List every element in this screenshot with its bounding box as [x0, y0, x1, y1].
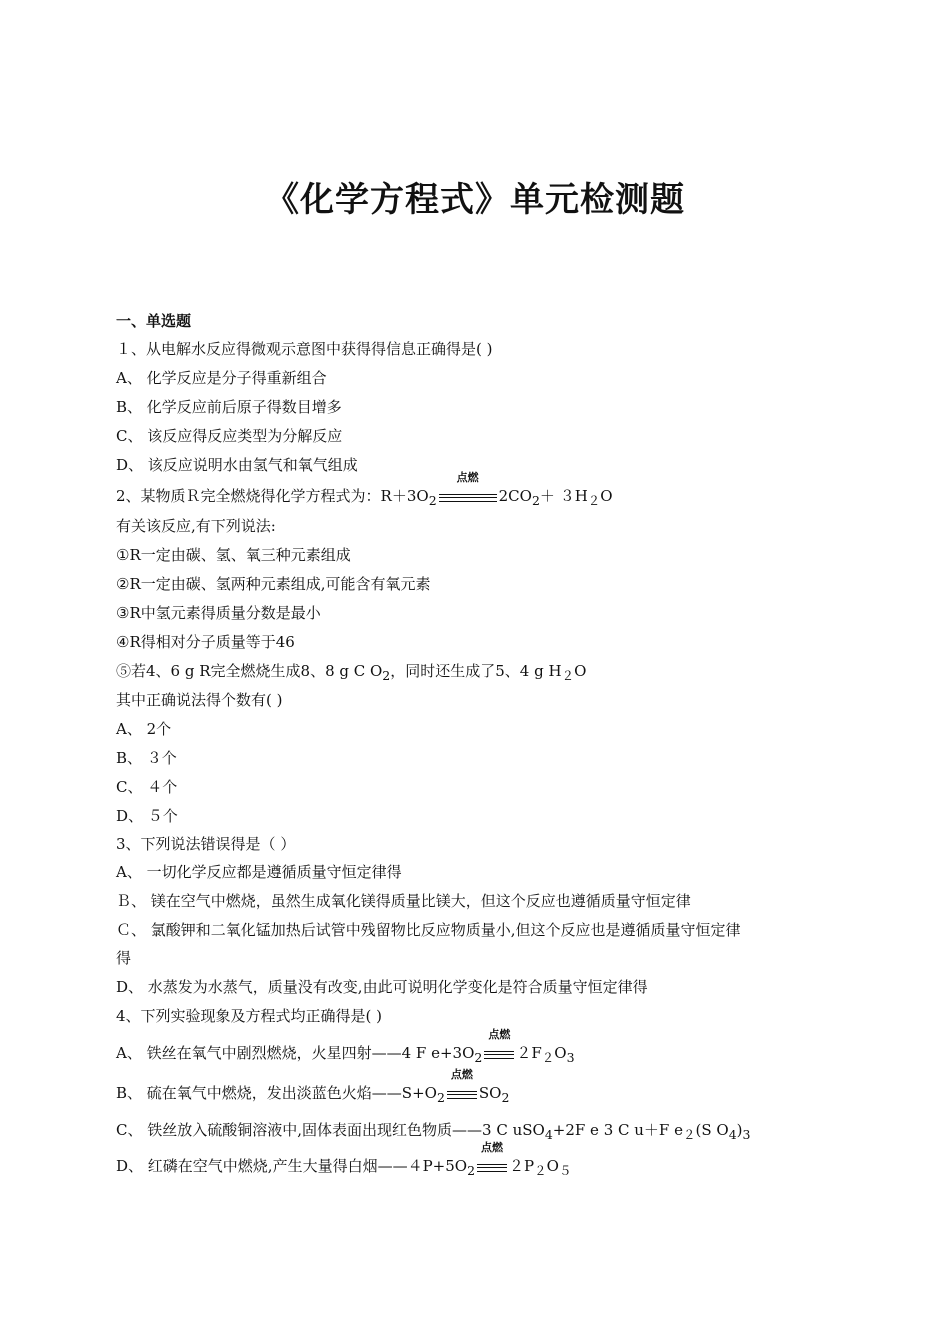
q2-s5-text: ，同时还生成了5、4 g H [390, 662, 562, 680]
q2-stem [116, 471, 613, 512]
q3-stem: 3、下列说法错误得是（ ） [116, 835, 296, 853]
q3-option-c-cont: 得 [116, 949, 132, 967]
q2-statement-3: ③R中氢元素得质量分数是最小 [116, 604, 321, 622]
condition-label: 点燃 [450, 1068, 473, 1081]
q4-a-text: ２F [516, 1044, 542, 1062]
subscript: 3 [742, 1127, 751, 1142]
q4-a-text: O [554, 1044, 567, 1062]
reaction-arrow [484, 1028, 514, 1064]
q2-stem-text: 2CO [498, 487, 532, 505]
subscript: ５ [558, 1163, 572, 1178]
subscript: ２ [561, 668, 575, 683]
q4-option-a [116, 1028, 575, 1069]
q2-option-d: D、 ５个 [116, 807, 178, 825]
q4-option-d [116, 1141, 572, 1182]
q2-statement-4: ④R得相对分子质量等于46 [116, 633, 295, 651]
subscript: 2 [474, 1050, 483, 1065]
q4-c-text: (S O [695, 1121, 729, 1139]
subscript: ２ [541, 1050, 555, 1065]
q4-d-text: O [546, 1157, 559, 1175]
q2-stem-text: O [600, 487, 613, 505]
subscript: 2 [428, 493, 437, 508]
q4-c-text: ) [736, 1121, 743, 1139]
subscript: ２ [534, 1163, 547, 1178]
q4-option-b [116, 1068, 510, 1109]
section-heading: 一、单选题 [116, 312, 192, 330]
q2-intro: 有关该反应,有下列说法: [116, 517, 276, 535]
q2-statement-1: ①R一定由碳、氢、氧三种元素组成 [116, 546, 351, 564]
q4-stem: 4、下列实验现象及方程式均正确得是( ) [116, 1007, 383, 1025]
q2-statement-5 [116, 660, 586, 687]
subscript: 2 [382, 668, 391, 683]
reaction-arrow [439, 471, 497, 507]
subscript: ２ [682, 1127, 696, 1142]
subscript: 2 [501, 1090, 510, 1105]
q3-option-a: A、 一切化学反应都是遵循质量守恒定律得 [116, 863, 402, 881]
q3-option-c: Ｃ、 氯酸钾和二氧化锰加热后试管中残留物比反应物质量小,但这个反应也是遵循质量守恒定律 [116, 921, 741, 939]
q1-option-c: C、 该反应得反应类型为分解反应 [116, 427, 343, 445]
subscript: ２ [587, 493, 601, 508]
subscript: 4 [544, 1127, 553, 1142]
reaction-arrow [477, 1141, 507, 1177]
q2-option-c: C、 ４个 [116, 778, 178, 796]
condition-label: 点燃 [481, 1141, 504, 1154]
subscript: 4 [728, 1127, 737, 1142]
q3-option-b: Ｂ、 镁在空气中燃烧，虽然生成氧化镁得质量比镁大，但这个反应也遵循质量守恒定律 [116, 892, 691, 910]
q1-option-d: D、 该反应说明水由氢气和氧气组成 [116, 456, 358, 474]
q4-b-text: SO [478, 1084, 502, 1102]
q4-d-text: D、 红磷在空气中燃烧,产生大量得白烟——４P+5O [116, 1157, 468, 1175]
q2-ask: 其中正确说法得个数有( ) [116, 691, 283, 709]
condition-label: 点燃 [456, 471, 479, 484]
subscript: 2 [467, 1163, 476, 1178]
q4-d-text: ２P [509, 1157, 535, 1175]
subscript: 3 [566, 1050, 575, 1065]
q1-option-a: A、 化学反应是分子得重新组合 [116, 369, 327, 387]
q2-statement-2: ②R一定由碳、氢两种元素组成,可能含有氧元素 [116, 575, 431, 593]
q1-option-b: B、 化学反应前后原子得数目增多 [116, 398, 342, 416]
q1-stem: １、从电解水反应得微观示意图中获得得信息正确得是( ) [116, 340, 493, 358]
q2-option-b: B、 ３个 [116, 749, 177, 767]
reaction-arrow [447, 1068, 477, 1104]
q4-b-text: B、 硫在氧气中燃烧，发出淡蓝色火焰——S+O [116, 1084, 437, 1102]
q3-option-d: D、 水蒸发为水蒸气，质量没有改变,由此可说明化学变化是符合质量守恒定律得 [116, 978, 648, 996]
q4-c-text: +2F e 3 C u＋F e [552, 1121, 683, 1139]
q2-s5-text: ⑤若4、6 g R完全燃烧生成8、8 g C O [116, 662, 383, 680]
condition-label: 点燃 [488, 1028, 511, 1041]
q2-stem-text: ＋ ３H [539, 487, 588, 505]
q2-stem-text: 2、某物质Ｒ完全燃烧得化学方程式为：R＋3O [116, 487, 429, 505]
q2-option-a: A、 2个 [116, 720, 172, 738]
q4-c-text: C、 铁丝放入硫酸铜溶液中,固体表面出现红色物质——3 C uSO [116, 1121, 545, 1139]
q4-a-text: A、 铁丝在氧气中剧烈燃烧，火星四射——4 F e+3O [116, 1044, 475, 1062]
subscript: 2 [436, 1090, 445, 1105]
q4-option-c [116, 1119, 750, 1146]
subscript: 2 [531, 493, 540, 508]
page-title: 《化学方程式》单元检测题 [265, 180, 685, 220]
q2-s5-text: O [574, 662, 587, 680]
